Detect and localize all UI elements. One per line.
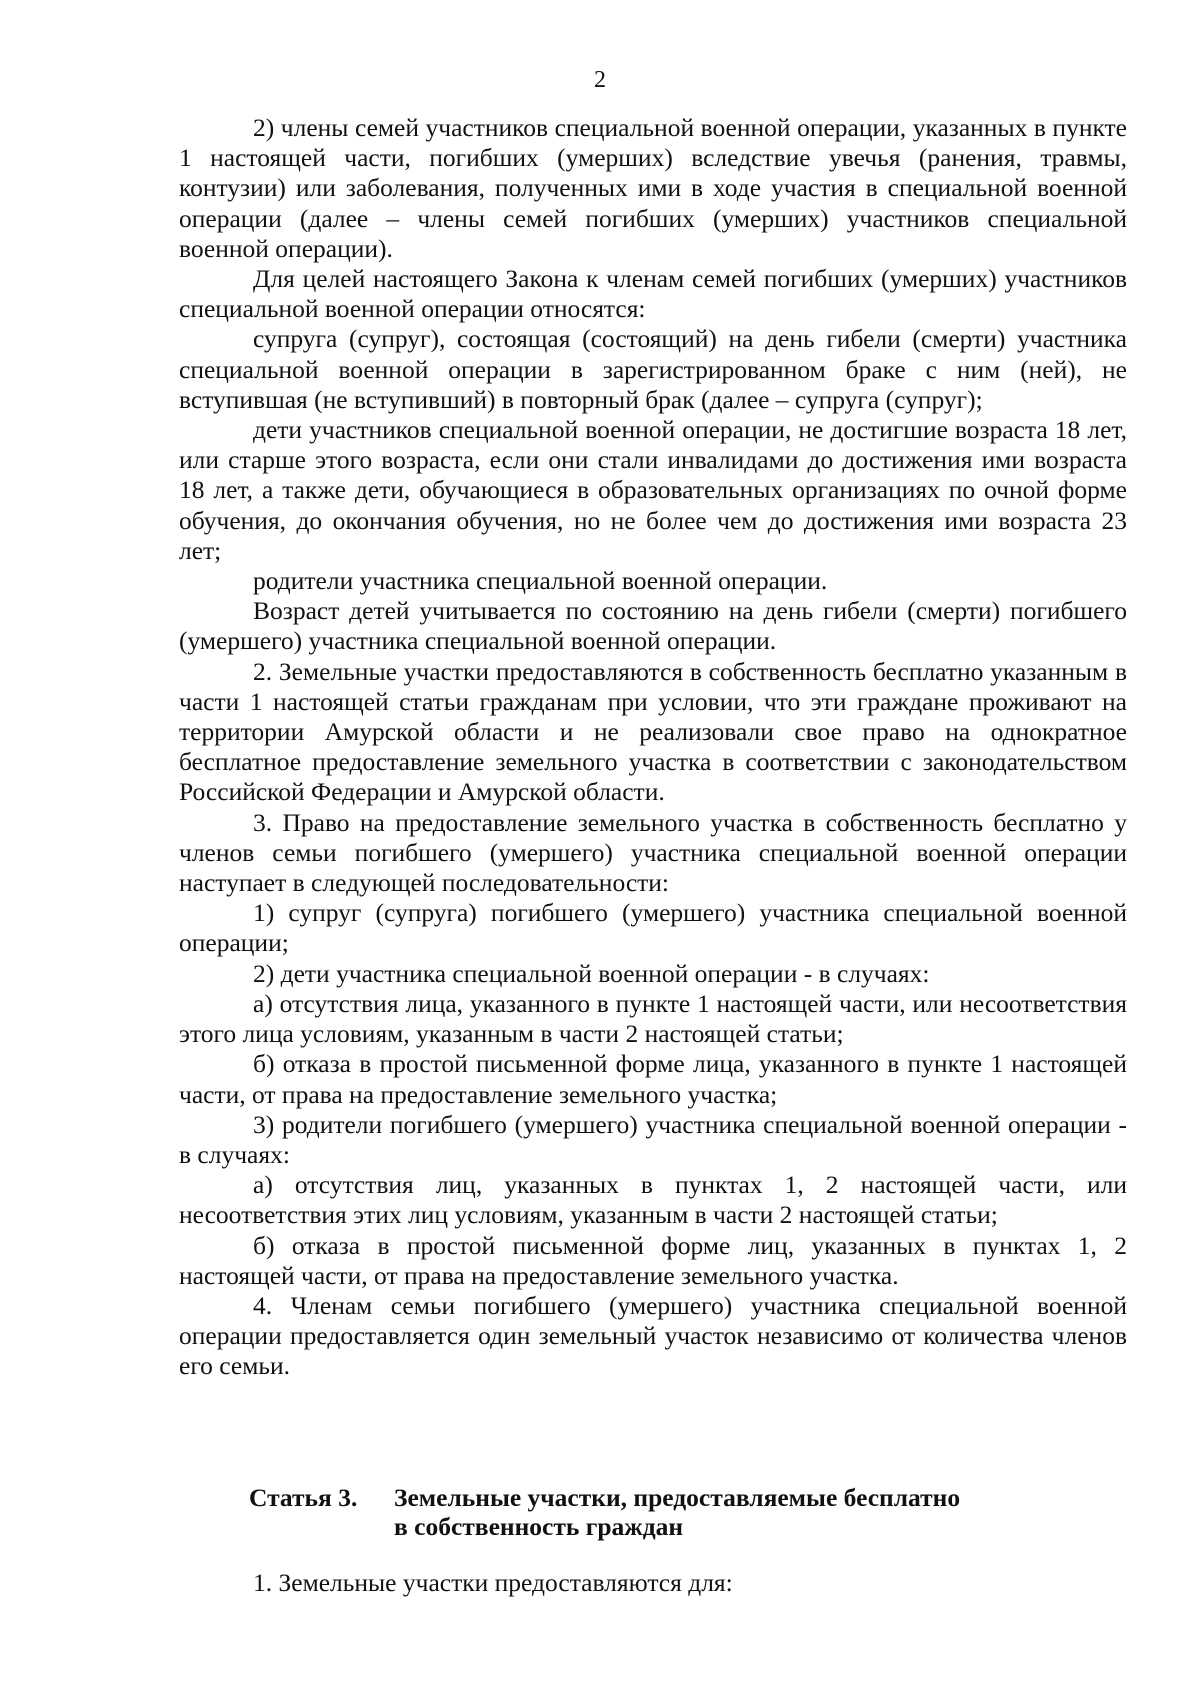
paragraph-children-age: Возраст детей учитывается по состоянию на день гибели (смерти) погибшего (умершего) участника специальной военной операции.	[179, 596, 1127, 656]
paragraph-parents: родители участника специальной военной операции.	[253, 566, 828, 596]
article-heading	[249, 1483, 1129, 1541]
paragraph-part-4: 4. Членам семьи погибшего (умершего) участника специальной военной операции предоставляется один земельный участок независимо от количества членов его семьи.	[179, 1290, 1127, 1381]
paragraph-part-3: 3. Право на предоставление земельного участка в собственность бесплатно у членов семьи погибшего (умершего) участника специальной военной операции наступает в следующей последовательности:	[179, 807, 1127, 898]
paragraph-item-3b: б) отказа в простой письменной форме лиц, указанных в пунктах 1, 2 настоящей части, от права на предоставление земельного участка.	[179, 1230, 1127, 1290]
document-body	[179, 113, 1127, 1382]
article-title	[394, 1483, 1129, 1541]
paragraph-item-3a: а) отсутствия лиц, указанных в пунктах 1, 2 настоящей части, или несоответствия этих лиц условиям, указанным в части 2 настоящей статьи;	[179, 1170, 1127, 1230]
paragraph-item-3: 3) родители погибшего (умершего) участника специальной военной операции - в случаях:	[179, 1109, 1127, 1169]
article-title-line-2: в собственность граждан	[394, 1512, 684, 1541]
paragraph-purpose-of-law: Для целей настоящего Закона к членам семей погибших (умерших) участников специальной военной операции относятся:	[179, 264, 1127, 324]
paragraph-item-1: 1) супруг (супруга) погибшего (умершего) участника специальной военной операции;	[179, 898, 1127, 958]
paragraph-article-3-part-1: 1. Земельные участки предоставляются для:	[253, 1568, 733, 1597]
article-label: Статья 3.	[249, 1483, 358, 1512]
page-number: 2	[594, 67, 606, 93]
paragraph-family-members-definition: 2) члены семей участников специальной военной операции, указанных в пункте 1 настоящей части, погибших (умерших) вследствие увечья (ранения, травмы, контузии) или заболевания, полученных ими в ходе участия в специальной военной операции (далее – члены семей погибших (умерших) участников специальной военной операции).	[179, 113, 1127, 263]
paragraph-children: дети участников специальной военной операции, не достигшие возраста 18 лет, или старше этого возраста, если они стали инвалидами до достижения ими возраста 18 лет, а также дети, обучающиеся в образовательных организациях по очной форме обучения, до окончания обучения, но не более чем до достижения ими возраста 23 лет;	[179, 415, 1127, 565]
paragraph-item-2: 2) дети участника специальной военной операции - в случаях:	[253, 958, 930, 988]
paragraph-spouse: супруга (супруг), состоящая (состоящий) на день гибели (смерти) участника специальной военной операции в зарегистрированном браке с ним (ней), не вступившая (не вступивший) в повторный брак (далее – супруга (супруг);	[179, 324, 1127, 414]
article-title-line-1: Земельные участки, предоставляемые бесплатно	[394, 1483, 961, 1512]
paragraph-item-2b: б) отказа в простой письменной форме лица, указанного в пункте 1 настоящей части, от права на предоставление земельного участка;	[179, 1049, 1127, 1109]
paragraph-part-2: 2. Земельные участки предоставляются в собственность бесплатно указанным в части 1 настоящей статьи гражданам при условии, что эти граждане проживают на территории Амурской области и не реализовали свое право на однократное бесплатное предоставление земельного участка в соответствии с законодательством Российской Федерации и Амурской области.	[179, 656, 1127, 807]
paragraph-item-2a: а) отсутствия лица, указанного в пункте 1 настоящей части, или несоответствия этого лица условиям, указанным в части 2 настоящей статьи;	[179, 988, 1127, 1049]
